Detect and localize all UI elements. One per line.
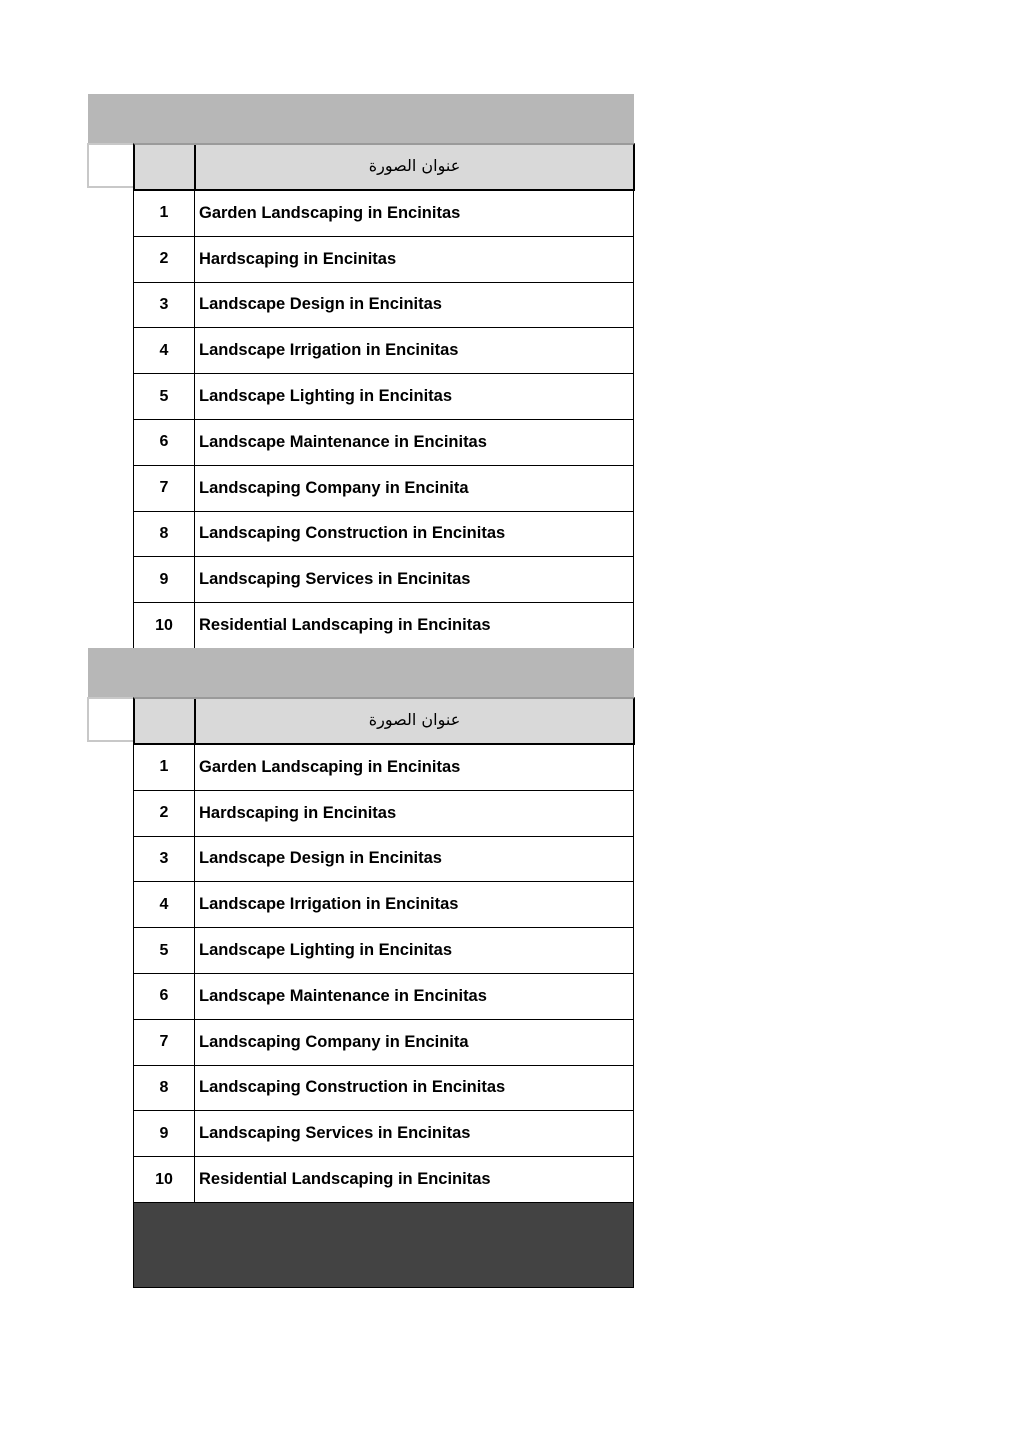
table-row	[133, 837, 634, 883]
row-number: 10	[134, 603, 195, 648]
table-body	[133, 745, 634, 1203]
row-number: 9	[134, 1111, 195, 1156]
row-number: 2	[134, 791, 195, 836]
table-row	[133, 283, 634, 329]
table-row	[133, 974, 634, 1020]
row-number: 7	[134, 466, 195, 511]
table-row	[133, 745, 634, 791]
row-title: Landscape Lighting in Encinitas	[199, 387, 453, 406]
row-number: 2	[134, 237, 195, 282]
row-title: Landscaping Construction in Encinitas	[199, 1078, 506, 1097]
table-body	[133, 191, 634, 649]
table-header	[133, 143, 635, 191]
side-cell	[87, 697, 133, 742]
table-row	[133, 512, 634, 558]
row-title: Landscape Irrigation in Encinitas	[199, 895, 459, 914]
row-title: Hardscaping in Encinitas	[199, 803, 397, 822]
row-title: Garden Landscaping in Encinitas	[199, 203, 461, 222]
row-number: 3	[134, 283, 195, 328]
row-number: 4	[134, 328, 195, 373]
row-title: Landscaping Services in Encinitas	[199, 1124, 471, 1143]
row-title: Landscaping Company in Encinita	[199, 478, 469, 497]
footer-block	[133, 1202, 634, 1288]
table-row	[133, 237, 634, 283]
row-title: Landscape Design in Encinitas	[199, 295, 442, 314]
row-title: Residential Landscaping in Encinitas	[199, 616, 491, 635]
row-title: Hardscaping in Encinitas	[199, 249, 397, 268]
row-number: 5	[134, 928, 195, 973]
table-row	[133, 1111, 634, 1157]
row-number: 6	[134, 420, 195, 465]
table-row	[133, 191, 634, 237]
row-number: 8	[134, 512, 195, 557]
row-title: Landscaping Construction in Encinitas	[199, 524, 506, 543]
table-row	[133, 1157, 634, 1203]
header-number-cell	[135, 699, 196, 743]
row-number: 5	[134, 374, 195, 419]
row-number: 9	[134, 557, 195, 602]
row-number: 1	[134, 191, 195, 236]
table-header	[133, 697, 635, 745]
row-title: Landscape Irrigation in Encinitas	[199, 341, 459, 360]
row-number: 4	[134, 882, 195, 927]
row-title: Landscape Maintenance in Encinitas	[199, 986, 487, 1005]
row-title: Landscape Lighting in Encinitas	[199, 941, 453, 960]
table-row	[133, 882, 634, 928]
row-number: 1	[134, 745, 195, 790]
table-row	[133, 328, 634, 374]
section-banner	[88, 648, 634, 697]
row-number: 7	[134, 1020, 195, 1065]
section-banner	[88, 94, 634, 143]
row-title: Landscape Maintenance in Encinitas	[199, 432, 487, 451]
table-row	[133, 1020, 634, 1066]
row-title: Landscaping Services in Encinitas	[199, 570, 471, 589]
table-row	[133, 928, 634, 974]
header-number-cell	[135, 145, 196, 189]
table-row	[133, 466, 634, 512]
side-cell	[87, 143, 133, 188]
row-number: 10	[134, 1157, 195, 1202]
row-title: Garden Landscaping in Encinitas	[199, 757, 461, 776]
table-row	[133, 1066, 634, 1112]
row-number: 6	[134, 974, 195, 1019]
table-row	[133, 791, 634, 837]
table-row	[133, 603, 634, 649]
table-row	[133, 557, 634, 603]
row-title: Residential Landscaping in Encinitas	[199, 1170, 491, 1189]
row-title: Landscaping Company in Encinita	[199, 1032, 469, 1051]
header-title: عنوان الصورة	[368, 709, 461, 729]
row-title: Landscape Design in Encinitas	[199, 849, 442, 868]
header-title: عنوان الصورة	[368, 155, 461, 175]
table-row	[133, 420, 634, 466]
table-row	[133, 374, 634, 420]
row-number: 3	[134, 837, 195, 882]
row-number: 8	[134, 1066, 195, 1111]
